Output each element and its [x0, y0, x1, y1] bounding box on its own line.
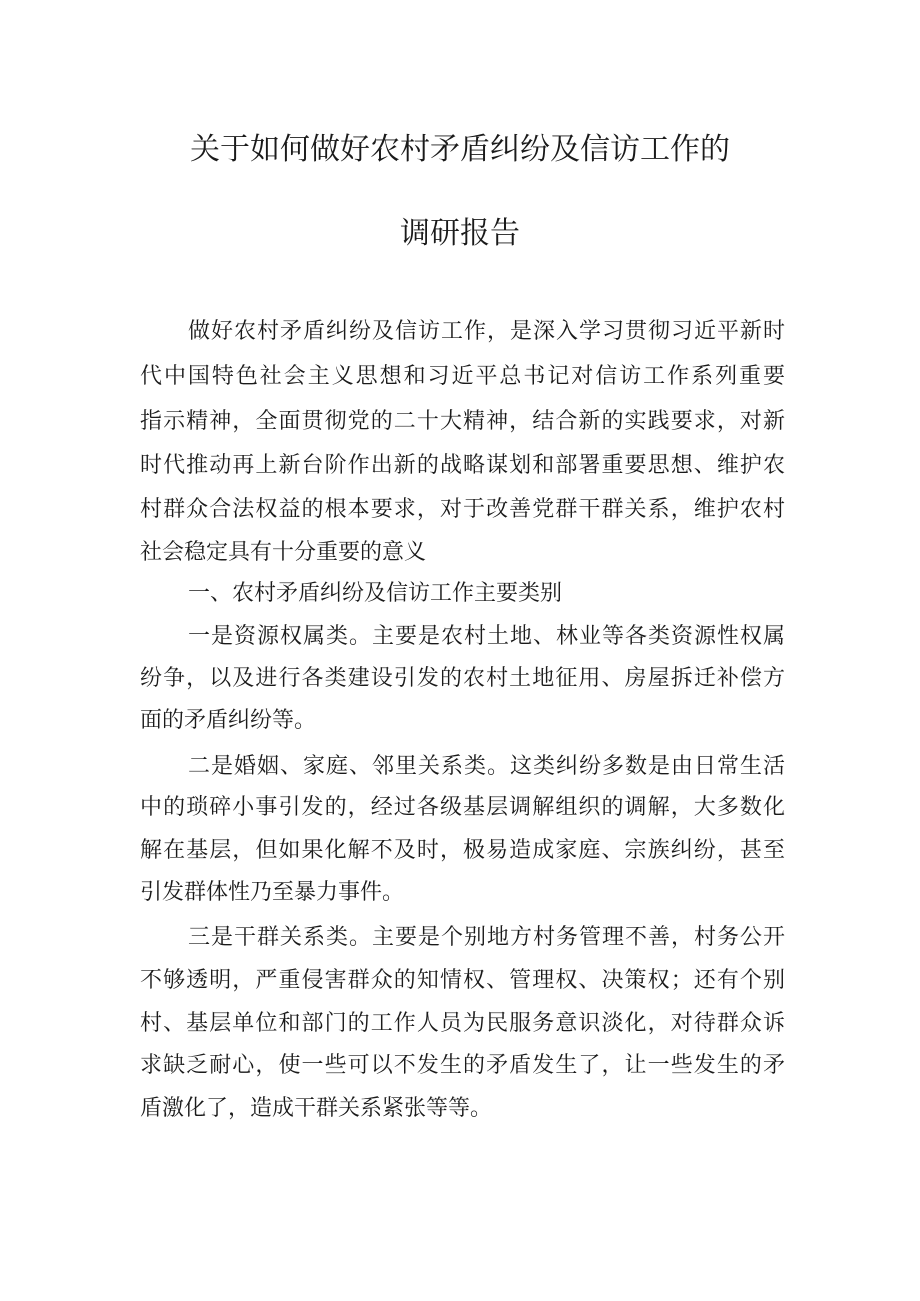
- intro-line: 指示精神，全面贯彻党的二十大精神，结合新的实践要求，对新: [140, 409, 785, 434]
- intro-line: 社会稳定具有十分重要的意义: [140, 540, 427, 565]
- intro-line: 代中国特色社会主义思想和习近平总书记对信访工作系列重要: [140, 364, 785, 389]
- paragraph-line: 中的琐碎小事引发的，经过各级基层调解组织的调解，大多数化: [140, 795, 785, 820]
- paragraph-line: 不够透明，严重侵害群众的知情权、管理权、决策权；还有个别: [140, 968, 785, 993]
- document-title-line-2: 调研报告: [400, 216, 520, 251]
- paragraph-line: 解在基层，但如果化解不及时，极易造成家庭、宗族纠纷，甚至: [140, 838, 785, 863]
- paragraph-line: 纷争，以及进行各类建设引发的农村土地征用、房屋拆迁补偿方: [140, 666, 785, 691]
- paragraph-line: 面的矛盾纠纷等。: [140, 708, 317, 733]
- document-title-line-1: 关于如何做好农村矛盾纠纷及信访工作的: [190, 132, 730, 167]
- paragraph-line: 引发群体性乃至暴力事件。: [140, 880, 405, 905]
- paragraph-line: 一是资源权属类。主要是农村土地、林业等各类资源性权属: [188, 624, 785, 649]
- paragraph-line: 求缺乏耐心，使一些可以不发生的矛盾发生了，让一些发生的矛: [140, 1053, 785, 1078]
- paragraph-line: 盾激化了，造成干群关系紧张等等。: [140, 1096, 493, 1121]
- section-heading: 一、农村矛盾纠纷及信访工作主要类别: [188, 581, 563, 606]
- intro-line: 村群众合法权益的根本要求，对于改善党群干群关系，维护农村: [140, 497, 785, 522]
- intro-line: 时代推动再上新台阶作出新的战略谋划和部署重要思想、维护农: [140, 453, 785, 478]
- paragraph-line: 三是干群关系类。主要是个别地方村务管理不善，村务公开: [188, 925, 785, 950]
- intro-line: 做好农村矛盾纠纷及信访工作，是深入学习贯彻习近平新时: [188, 319, 785, 344]
- paragraph-line: 村、基层单位和部门的工作人员为民服务意识淡化，对待群众诉: [140, 1011, 785, 1036]
- paragraph-line: 二是婚姻、家庭、邻里关系类。这类纠纷多数是由日常生活: [188, 754, 785, 779]
